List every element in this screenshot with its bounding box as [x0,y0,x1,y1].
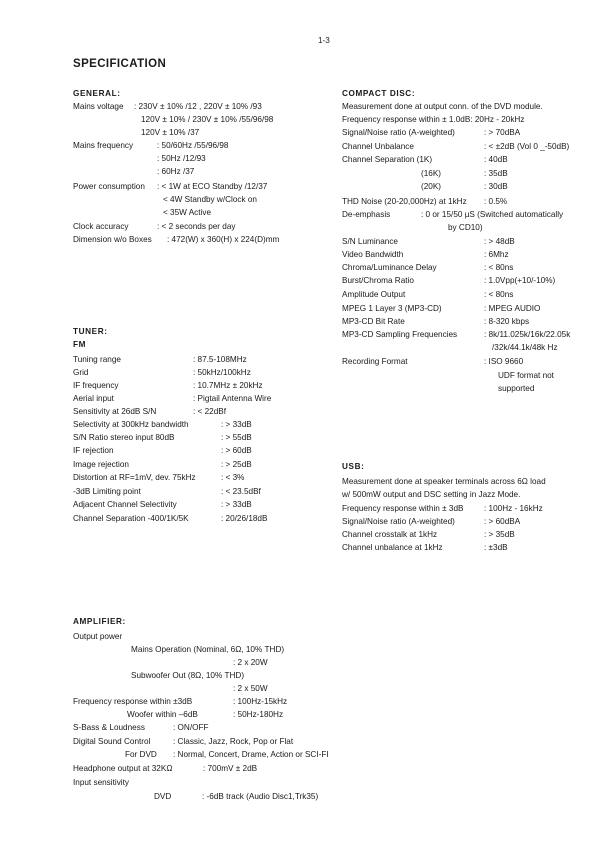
amplifier-label: Mains Operation (Nominal, 6Ω, 10% THD) [131,645,285,654]
amplifier-value: : 700mV ± 2dB [203,764,258,773]
general-value: < 4W Standby w/Clock on [163,195,257,204]
general-value: : 472(W) x 360(H) x 224(D)mm [167,235,280,244]
amplifier-label: Woofer within –6dB [127,710,198,719]
general-label: Power consumption [73,182,145,191]
cd-value: /32k/44.1k/48k Hz [492,343,558,352]
tuner-value: : > 55dB [221,433,252,442]
general-label: Mains frequency [73,141,134,150]
tuner-label: Tuning range [73,355,121,364]
general-heading: GENERAL: [73,89,121,98]
cd-label: Channel Separation (1K) [342,155,433,164]
cd-label: THD Noise (20-20,000Hz) at 1kHz [342,197,467,206]
amplifier-value: : 50Hz-180Hz [233,710,284,719]
cd-label: Recording Format [342,357,408,366]
tuner-label: IF rejection [73,446,114,455]
page-number: 1-3 [318,36,330,45]
usb-label: Frequency response within ± 3dB [342,504,464,513]
usb-text: Measurement done at speaker terminals across 6Ω load [342,477,546,486]
tuner-value: : Pigtail Antenna Wire [193,394,272,403]
cd-value: : < 80ns [484,290,514,299]
usb-value: : 100Hz - 16kHz [484,504,543,513]
cd-label: Burst/Chroma Ratio [342,276,414,285]
cd-value: : 30dB [484,182,508,191]
tuner-label: IF frequency [73,381,119,390]
cd-label: Channel Unbalance [342,142,414,151]
usb-value: : > 35dB [484,530,515,539]
cd-text: Frequency response within ± 1.0dB: 20Hz - 20kHz [342,115,525,124]
amplifier-value: : 2 x 50W [233,684,268,693]
amplifier-value: : 2 x 20W [233,658,268,667]
compact-disc-heading: COMPACT DISC: [342,89,416,98]
general-value: : 50Hz /12/93 [157,154,206,163]
cd-value: : > 48dB [484,237,515,246]
usb-label: Signal/Noise ratio (A-weighted) [342,517,455,526]
usb-value: : > 60dBA [484,517,521,526]
cd-text: Measurement done at output conn. of the DVD module. [342,102,543,111]
amplifier-label: For DVD [125,750,157,759]
cd-label: (20K) [421,182,442,191]
cd-value: : 8k/11.025k/16k/22.05k [484,330,571,339]
tuner-label: Channel Separation -400/1K/5K [73,514,189,523]
amplifier-value: : Normal, Concert, Drame, Action or SCI-FI [173,750,329,759]
general-value: : 230V ± 10% /12 , 220V ± 10% /93 [134,102,262,111]
tuner-label: Grid [73,368,89,377]
tuner-value: : < 3% [221,473,245,482]
tuner-label: Sensitivity at 26dB S/N [73,407,157,416]
amplifier-label: Frequency response within ±3dB [73,697,193,706]
tuner-label: Distortion at RF=1mV, dev. 75kHz [73,473,196,482]
tuner-value: : 10.7MHz ± 20kHz [193,381,263,390]
tuner-label: Selectivity at 300kHz bandwidth [73,420,189,429]
cd-label: De-emphasis [342,210,391,219]
amplifier-label: S-Bass & Loudness [73,723,145,732]
tuner-value: : > 25dB [221,460,252,469]
tuner-value: : > 60dB [221,446,252,455]
tuner-label: Image rejection [73,460,129,469]
cd-value: : 0.5% [484,197,508,206]
cd-value: : 6Mhz [484,250,509,259]
general-value: 120V ± 10% / 230V ± 10% /55/96/98 [141,115,274,124]
cd-label: Signal/Noise ratio (A-weighted) [342,128,455,137]
cd-value: : < 80ns [484,263,514,272]
cd-value: : < ±2dB (Vol 0 _-50dB) [484,142,570,151]
tuner-heading: TUNER: [73,327,108,336]
tuner-value: : < 23.5dBf [221,487,261,496]
amplifier-value: : ON/OFF [173,723,209,732]
tuner-label: S/N Ratio stereo input 80dB [73,433,175,442]
amplifier-value: : 100Hz-15kHz [233,697,288,706]
tuner-value: : 20/26/18dB [221,514,268,523]
cd-value: : 8-320 kbps [484,317,530,326]
cd-label: MPEG 1 Layer 3 (MP3-CD) [342,304,442,313]
cd-label: (16K) [421,169,442,178]
cd-value: supported [498,384,535,393]
page-title: SPECIFICATION [73,58,167,70]
amplifier-label: Subwoofer Out (8Ω, 10% THD) [131,671,245,680]
cd-value: : > 70dBA [484,128,521,137]
amplifier-label: Output power [73,632,123,641]
tuner-label: Adjacent Channel Selectivity [73,500,177,509]
cd-value: : 0 or 15/50 µS (Switched automatically [421,210,564,219]
cd-value: : 35dB [484,169,508,178]
usb-label: Channel crosstalk at 1kHz [342,530,438,539]
cd-value: : 1.0Vpp(+10/-10%) [484,276,556,285]
amplifier-label: DVD [154,792,172,801]
tuner-fm-heading: FM [73,340,87,349]
cd-label: S/N Luminance [342,237,398,246]
amplifier-heading: AMPLIFIER: [73,617,126,626]
cd-value: UDF format not [498,371,554,380]
cd-value: by CD10) [448,223,483,232]
cd-label: MP3-CD Sampling Frequencies [342,330,458,339]
cd-label: Video Bandwidth [342,250,404,259]
general-label: Dimension w/o Boxes [73,235,152,244]
cd-value: : 40dB [484,155,508,164]
cd-value: : ISO 9660 [484,357,524,366]
usb-label: Channel unbalance at 1kHz [342,543,443,552]
cd-label: Amplitude Output [342,290,406,299]
tuner-value: : < 22dBf [193,407,227,416]
usb-text: w/ 500mW output and DSC setting in Jazz Mode. [342,490,521,499]
amplifier-label: Digital Sound Control [73,737,151,746]
amplifier-value: : Classic, Jazz, Rock, Pop or Flat [173,737,294,746]
tuner-label: Aerial input [73,394,114,403]
tuner-label: -3dB Limiting point [73,487,141,496]
usb-value: : ±3dB [484,543,508,552]
amplifier-label: Headphone output at 32KΩ [73,764,173,773]
general-label: Clock accuracy [73,222,129,231]
amplifier-label: Input sensitivity [73,778,129,787]
general-value: : 50/60Hz /55/96/98 [157,141,229,150]
general-value: 120V ± 10% /37 [141,128,200,137]
tuner-value: : 50kHz/100kHz [193,368,251,377]
cd-label: MP3-CD Bit Rate [342,317,405,326]
tuner-value: : > 33dB [221,500,252,509]
amplifier-value: : -6dB track (Audio Disc1,Trk35) [202,792,319,801]
cd-label: Chroma/Luminance Delay [342,263,437,272]
general-label: Mains voltage [73,102,124,111]
usb-heading: USB: [342,462,365,471]
tuner-value: : > 33dB [221,420,252,429]
general-value: : < 1W at ECO Standby /12/37 [157,182,268,191]
general-value: : < 2 seconds per day [157,222,236,231]
cd-value: : MPEG AUDIO [484,304,541,313]
general-value: < 35W Active [163,208,212,217]
tuner-value: : 87.5-108MHz [193,355,247,364]
general-value: : 60Hz /37 [157,167,195,176]
